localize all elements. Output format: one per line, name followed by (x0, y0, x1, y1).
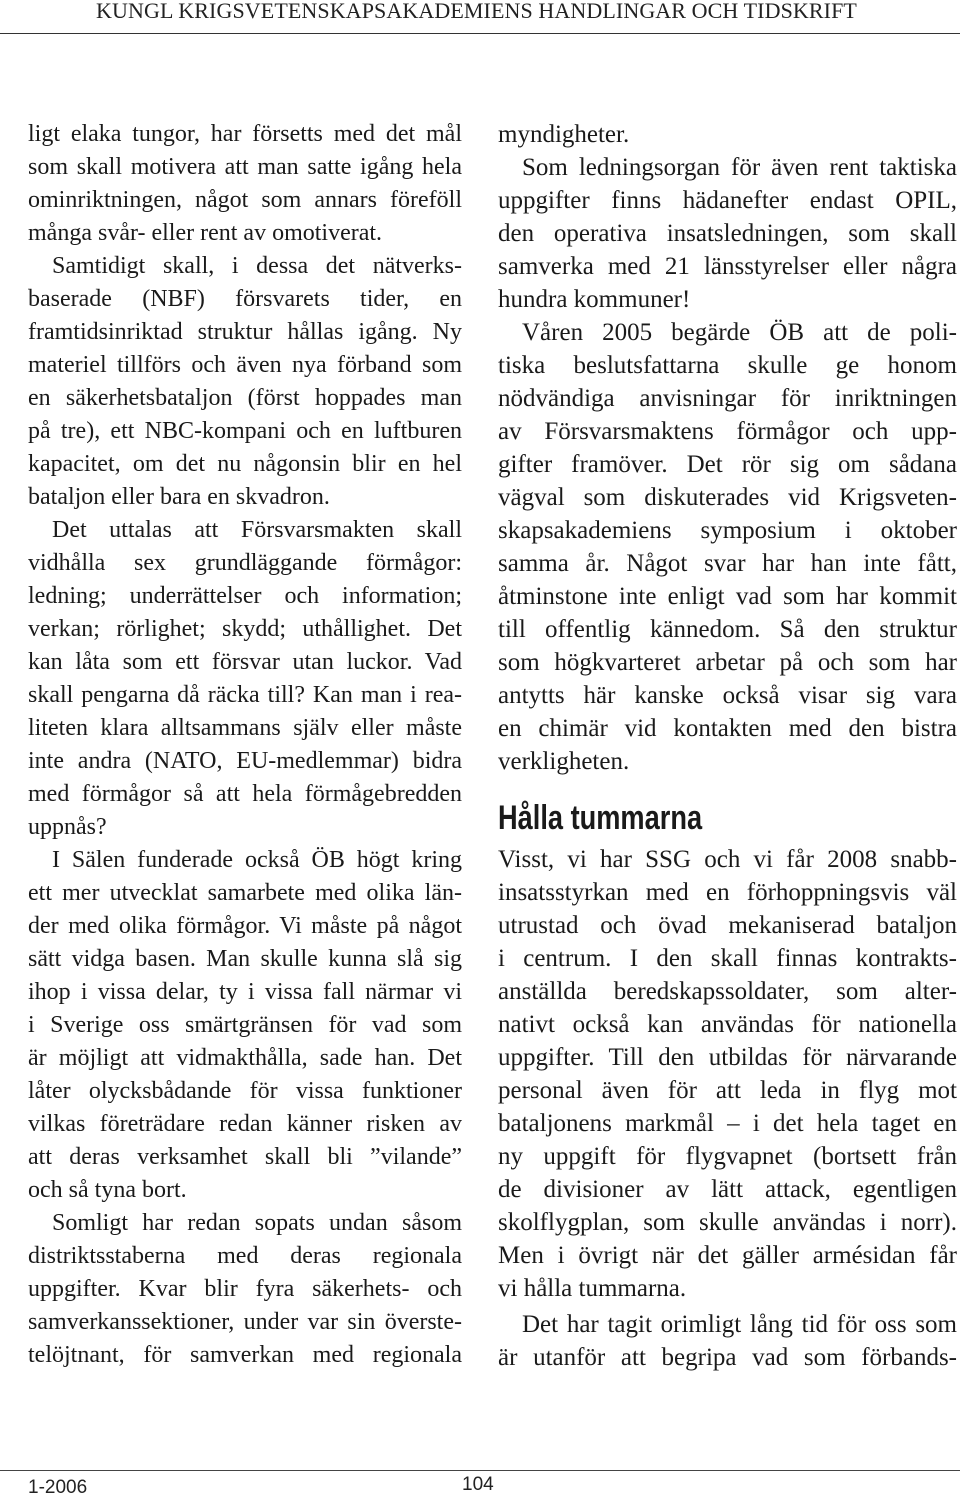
paragraph (28, 250, 462, 514)
text-line: låter olycksbådande för vissa funktioner (28, 1078, 462, 1104)
text-line: bataljonens markmål – i det hela taget en (498, 1110, 957, 1137)
text-line: de divisioner av lätt attack, egentligen (498, 1176, 957, 1203)
text-line: nativt också kan användas för nationella (498, 1011, 957, 1038)
paragraph (498, 1308, 957, 1374)
text-line: vidhålla sex grundläggande förmågor: (28, 550, 462, 576)
text-line: insatsstyrkan med en förhoppningsvis väl (498, 879, 957, 906)
section-heading-block (498, 778, 957, 843)
text-line: Som ledningsorgan för även rent taktiska (522, 154, 957, 181)
text-line: åtminstone inte enligt vad som har kommit (498, 583, 957, 610)
text-line: hundra kommuner! (498, 286, 691, 313)
text-line: ihop i vissa delar, ty i vissa fall närmar vi (28, 979, 462, 1005)
text-line: Våren 2005 begärde ÖB att de poli- (522, 319, 957, 346)
text-line: kapacitet, om det nu någonsin blir en hel (28, 451, 462, 477)
paragraph (498, 151, 957, 316)
text-line: uppgifter. Till den utbildas för närvarande (498, 1044, 957, 1071)
text-line: en chimär vid kontakten med den bistra (498, 715, 957, 742)
paragraph (28, 844, 462, 1207)
issue-label: 1-2006 (28, 1477, 88, 1498)
text-line: vilkas företrädare redan känner risken av (28, 1111, 462, 1137)
text-line: I Sälen funderade också ÖB högt kring (52, 847, 462, 873)
left-column (28, 118, 462, 1372)
text-line: bataljon eller bara en skvadron. (28, 484, 330, 510)
text-line: till offentlig kännedom. Så den struktur (498, 616, 957, 643)
text-line: liteten klara alltsammans själv eller måste (28, 715, 462, 741)
text-line: Men i övrigt när det gäller armésidan får (498, 1242, 957, 1269)
paragraph (498, 843, 957, 1305)
text-line: att deras verksamhet skall bli ”vilande” (28, 1144, 462, 1170)
text-line: gifter framöver. Det rör sig om sådana (498, 451, 957, 478)
text-line: Det har tagit orimligt lång tid för oss som (522, 1311, 957, 1338)
text-line: skolflygplan, som skulle användas i norr). (498, 1209, 957, 1236)
right-column (498, 118, 957, 1374)
text-line: i centrum. I den skall finnas kontrakts- (498, 945, 957, 972)
header-rule (0, 33, 960, 34)
text-line: och så tyna bort. (28, 1177, 187, 1203)
text-line: många svår- eller rent av omotiverat. (28, 220, 383, 246)
text-line: Visst, vi har SSG och vi får 2008 snabb- (498, 846, 957, 873)
text-line: är möjligt att vidmakthålla, sade han. Det (28, 1045, 462, 1071)
paragraph (498, 316, 957, 778)
paragraph (28, 118, 462, 250)
paragraph (28, 514, 462, 844)
text-line: en säkerhetsbataljon (först hoppades man (28, 385, 462, 411)
text-line: vi hålla tummarna. (498, 1275, 687, 1302)
text-line: ligt elaka tungor, har försetts med det mål (28, 121, 462, 147)
text-line: vägval som diskuterades vid Krigsveten- (498, 484, 957, 511)
text-line: nödvändiga anvisningar för inriktningen (498, 385, 957, 412)
running-header: KUNGL KRIGSVETENSKAPSAKADEMIENS HANDLINGAR OCH TIDSKRIFT (96, 0, 857, 23)
text-line: antytts här kanske också visar sig vara (498, 682, 957, 709)
text-line: telöjtnant, för samverkan med regionala (28, 1342, 462, 1368)
text-line: verkan; rörlighet; skydd; uthållighet. Det (28, 616, 462, 642)
text-line: baserade (NBF) försvarets tider, en (28, 286, 462, 312)
text-line: sätt vidga basen. Man skulle kunna slå sig (28, 946, 462, 972)
text-line: uppgifter finns hädanefter endast OPIL, (498, 187, 957, 214)
text-line: myndigheter. (498, 121, 630, 148)
text-line: utrustad och övad mekaniserad bataljon (498, 912, 957, 939)
text-line: skapsakademiens symposium i oktober (498, 517, 957, 544)
text-line: i Sverige oss smärtgränsen för vad som (28, 1012, 462, 1038)
text-line: är utanför att begripa vad som förbands- (498, 1344, 957, 1371)
text-line: ett mer utvecklat samarbete med olika län- (28, 880, 462, 906)
text-line: distriktsstaberna med deras regionala (28, 1243, 462, 1269)
paragraph (28, 1207, 462, 1372)
text-line: personal även för att leda in flyg mot (498, 1077, 957, 1104)
text-line: Samtidigt skall, i dessa det nätverks- (52, 253, 462, 279)
text-line: ominriktningen, något som annars föreföll (28, 187, 462, 213)
text-line: med förmågor så att hela förmågebredden (28, 781, 462, 807)
text-line: Det uttalas att Försvarsmakten skall (52, 517, 462, 543)
text-line: den operativa insatsledningen, som skall (498, 220, 957, 247)
text-line: ledning; underrättelser och information; (28, 583, 462, 609)
text-line: som skall motivera att man satte igång hela (28, 154, 462, 180)
text-line: av Försvarsmaktens förmågor och upp- (498, 418, 957, 445)
paragraph (498, 118, 957, 151)
section-heading: Hålla tummarna (498, 799, 703, 837)
page-number: 104 (462, 1474, 494, 1495)
text-line: tiska beslutsfattarna skulle ge honom (498, 352, 957, 379)
text-line: kan låta som ett försvar utan luckor. Vad (28, 649, 462, 675)
text-line: anställda beredskapssoldater, som alter- (498, 978, 957, 1005)
text-line: uppnås? (28, 814, 107, 840)
text-line: som högkvarteret arbetar på och som har (498, 649, 957, 676)
text-line: Somligt har redan sopats undan såsom (52, 1210, 462, 1236)
text-line: der med olika förmågor. Vi måste på något (28, 913, 462, 939)
text-line: verkligheten. (498, 748, 630, 775)
text-line: samma år. Något svar har han inte fått, (498, 550, 957, 577)
text-line: ny uppgift för flygvapnet (bortsett från (498, 1143, 957, 1170)
text-line: samverka med 21 länsstyrelser eller några (498, 253, 957, 280)
text-line: på tre), ett NBC-kompani och en luftburen (28, 418, 462, 444)
text-line: framtidsinriktad struktur hållas igång. Ny (28, 319, 462, 345)
footer-rule (0, 1470, 960, 1471)
text-line: samverkanssektioner, under var sin överste- (28, 1309, 462, 1335)
text-line: inte andra (NATO, EU-medlemmar) bidra (28, 748, 462, 774)
text-line: skall pengarna då räcka till? Kan man i rea- (28, 682, 462, 708)
text-line: uppgifter. Kvar blir fyra säkerhets- och (28, 1276, 462, 1302)
text-line: materiel tillförs och även nya förband som (28, 352, 462, 378)
